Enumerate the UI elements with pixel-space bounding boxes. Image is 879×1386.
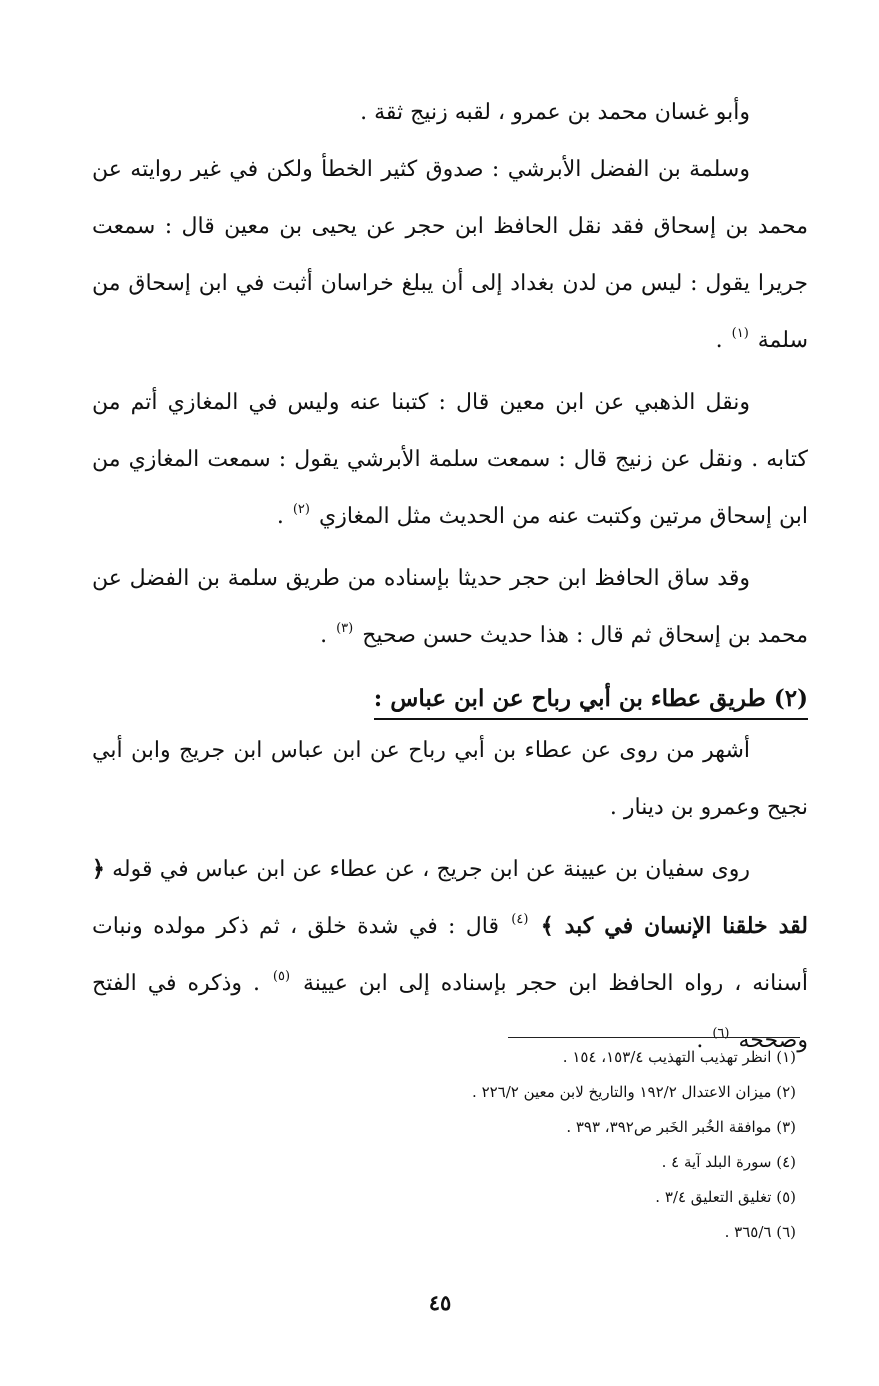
footnote-2: (٢) ميزان الاعتدال ١٩٢/٢ والتاريخ لابن معين ٢٢٦/٢ . — [472, 1083, 796, 1101]
paragraph-dhahabi — [92, 374, 808, 545]
sentence-end: . — [276, 504, 284, 529]
page-number: ٤٥ — [428, 1290, 452, 1315]
paragraph-text: وقد ساق الحافظ ابن حجر حديثا بإسناده من طريق سلمة بن الفضل عن محمد بن إسحاق ثم قال : هذا حديث حسن صحيح — [92, 566, 808, 648]
footnote-divider — [508, 1037, 800, 1038]
paragraph-narrators — [92, 722, 808, 836]
paragraph-ibn-hajar-hadith — [92, 550, 808, 664]
footnotes — [300, 1040, 796, 1250]
footnote-4: (٤) سورة البلد آية ٤ . — [661, 1153, 796, 1171]
footnote-5: (٥) تغليق التعليق ٣/٤ . — [655, 1188, 796, 1206]
footnote-marker-1[interactable]: (١) — [731, 326, 749, 341]
quran-verse: ﴿ لقد خلقنا الإنسان في كبد ﴾ — [92, 856, 808, 939]
sentence-end: . — [320, 623, 328, 648]
footnote-marker-4[interactable]: (٤) — [511, 912, 529, 927]
sentence-end: . — [715, 328, 723, 353]
paragraph-text: وأبو غسان محمد بن عمرو ، لقبه زنيج ثقة . — [360, 100, 750, 125]
section-heading: (٢) طريق عطاء بن أبي رباح عن ابن عباس : — [374, 682, 808, 720]
footnote-marker-5[interactable]: (٥) — [272, 969, 291, 984]
paragraph-salama-ibn-al-fadl — [92, 141, 808, 369]
paragraph-text: روى سفيان بن عيينة عن ابن جريج ، عن عطاء عن ابن عباس في قوله — [112, 857, 751, 882]
paragraph-text: أشهر من روى عن عطاء بن أبي رباح عن ابن عباس ابن جريج وابن أبي نجيح وعمرو بن دينار . — [92, 738, 808, 820]
paragraph-text: قال : في شدة خلق ، ثم ذكر مولده ونبات أسنانه ، رواه الحافظ ابن حجر بإسناده إلى ابن عيينة — [92, 914, 809, 996]
footnote-marker-2[interactable]: (٢) — [292, 502, 310, 517]
paragraph-text: وسلمة بن الفضل الأبرشي : صدوق كثير الخطأ ولكن في غير روايته عن محمد بن إسحاق فقد نقل الحافظ ابن حجر عن يحيى بن معين قال : سمعت جريرا يقول : ليس من لدن بغداد إلى أن يبلغ خراسان أثبت في ابن إسحاق من سلمة — [92, 157, 808, 353]
sentence-end: . — [696, 1028, 704, 1053]
paragraph-text: ونقل الذهبي عن ابن معين قال : كتبنا عنه وليس في المغازي أتم من كتابه . ونقل عن زنيج قال : سمعت سلمة الأبرشي يقول : سمعت المغازي من ابن إسحاق مرتين وكتبت عنه من الحديث مثل المغازي — [92, 390, 808, 529]
paragraph-sufyan — [92, 841, 808, 1069]
paragraph-text: . وذكره في الفتح وصححه — [92, 971, 808, 1053]
footnote-6: (٦) ٣٦٥/٦ . — [724, 1223, 796, 1241]
paragraph-abu-ghassan — [92, 84, 808, 141]
footnote-marker-6[interactable]: (٦) — [712, 1026, 730, 1041]
footnote-marker-3[interactable]: (٣) — [336, 621, 354, 636]
footnote-3: (٣) موافقة الخُبر الخَبر ص٣٩٢، ٣٩٣ . — [566, 1118, 796, 1136]
section-heading-wrap — [92, 678, 808, 722]
footnote-1: (١) انظر تهذيب التهذيب ١٥٣/٤، ١٥٤ . — [562, 1048, 796, 1066]
main-text — [92, 84, 808, 1069]
